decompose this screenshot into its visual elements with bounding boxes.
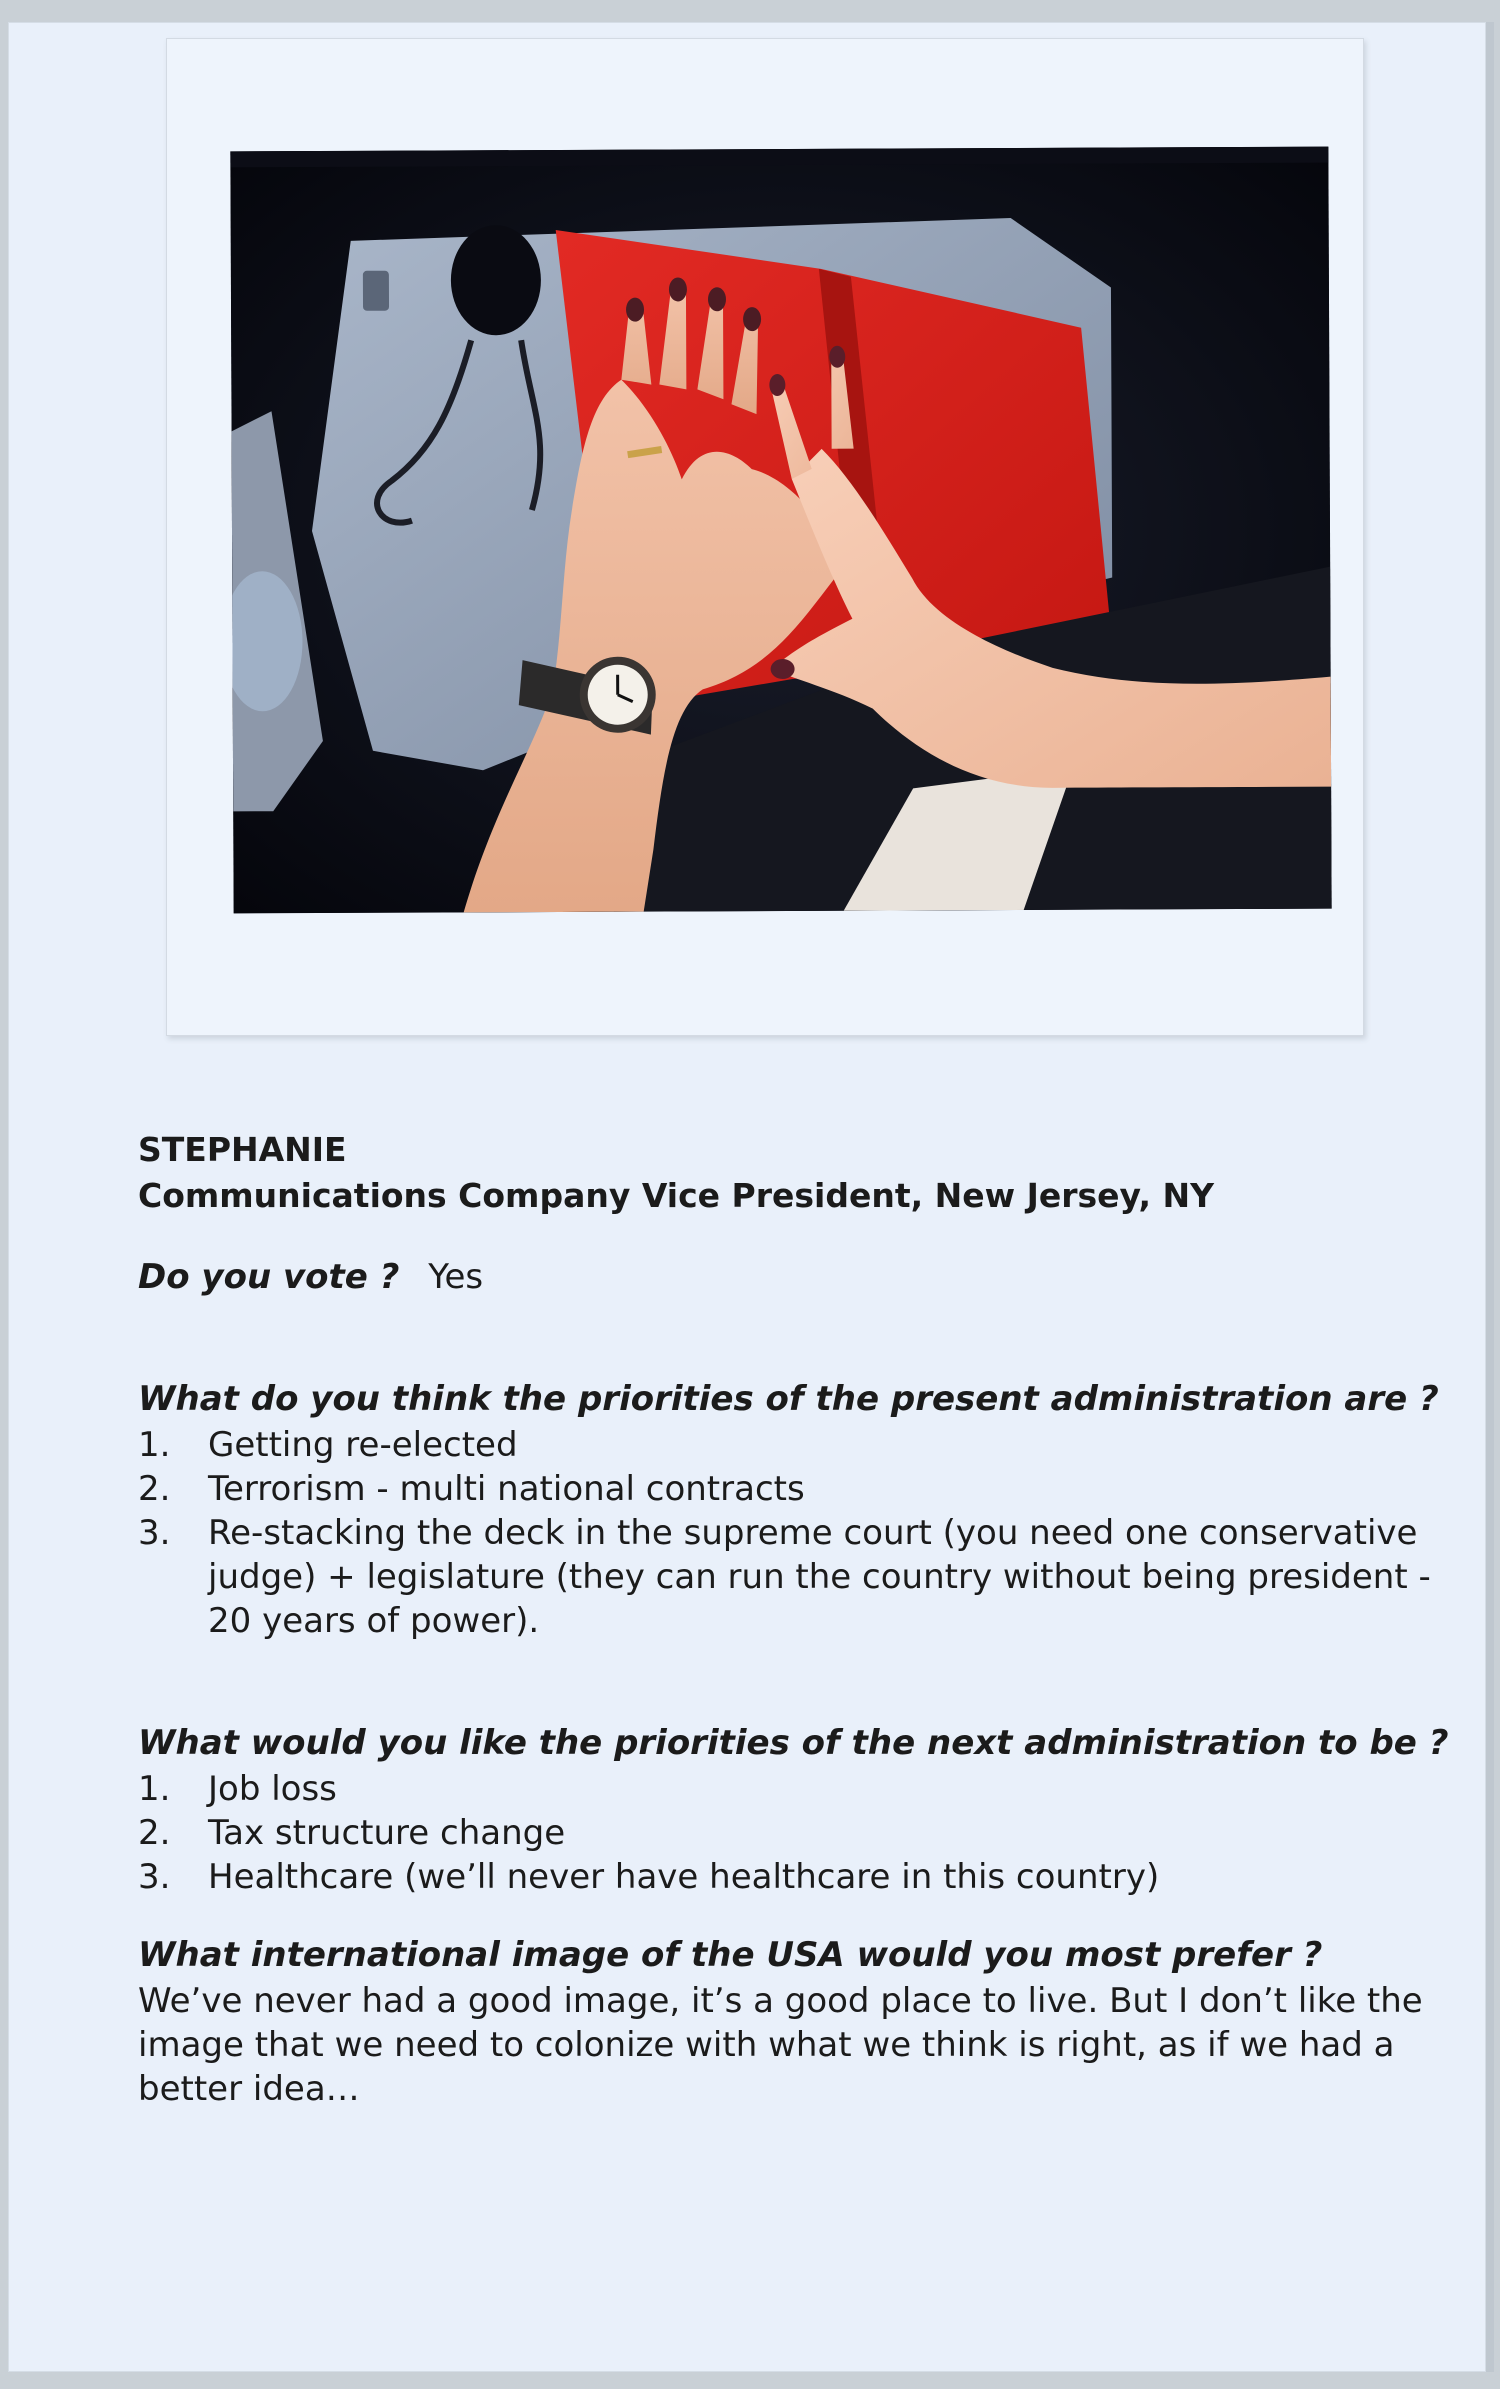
next-priorities-section — [138, 1721, 1468, 1899]
list-item-number: 2. — [138, 1813, 171, 1853]
list-item-text: Tax structure change — [208, 1813, 566, 1853]
list-item — [138, 1423, 1468, 1467]
vote-answer: Yes — [428, 1257, 484, 1297]
vote-question: Do you vote ? — [138, 1257, 400, 1297]
card-edge — [1486, 22, 1494, 2372]
present-priorities-list — [138, 1423, 1468, 1643]
list-item-number: 2. — [138, 1469, 171, 1509]
list-item — [138, 1467, 1468, 1511]
international-image-answer: We’ve never had a good image, it’s a good place to live. But I don’t like the image that we need to colonize with what we think is right, as if we had a better idea… — [138, 1981, 1423, 2109]
interviewee-role: Communications Company Vice President, New Jersey, NY — [138, 1176, 1215, 1215]
present-priorities-section — [138, 1377, 1468, 1643]
list-item — [138, 1855, 1468, 1899]
photo — [230, 147, 1331, 914]
photo-hands-on-red-notebook — [230, 147, 1331, 914]
list-item-text: Getting re-elected — [208, 1425, 518, 1465]
interview-text — [138, 1127, 1468, 2111]
list-item — [138, 1511, 1468, 1643]
present-priorities-question: What do you think the priorities of the present administration are ? — [138, 1379, 1439, 1419]
list-item-text: Job loss — [208, 1769, 337, 1809]
vote-row — [138, 1255, 1468, 1299]
list-item-number: 1. — [138, 1425, 171, 1465]
next-priorities-question: What would you like the priorities of the next administration to be ? — [138, 1723, 1449, 1763]
list-item-text: Re-stacking the deck in the supreme court (you need one conservative judge) + legislature (they can run the country without being president - 20 years of power). — [208, 1513, 1431, 1641]
international-image-section — [138, 1933, 1468, 2111]
list-item-text: Healthcare (we’ll never have healthcare in this country) — [208, 1857, 1160, 1897]
list-item-number: 1. — [138, 1769, 171, 1809]
list-item — [138, 1811, 1468, 1855]
photo-mount — [166, 38, 1364, 1036]
interview-card — [8, 22, 1486, 2372]
list-item-number: 3. — [138, 1513, 171, 1553]
list-item — [138, 1767, 1468, 1811]
list-item-text: Terrorism - multi national contracts — [208, 1469, 805, 1509]
next-priorities-list — [138, 1767, 1468, 1899]
list-item-number: 3. — [138, 1857, 171, 1897]
interviewee-name: STEPHANIE — [138, 1130, 347, 1169]
international-image-question: What international image of the USA would you most prefer ? — [138, 1935, 1323, 1975]
